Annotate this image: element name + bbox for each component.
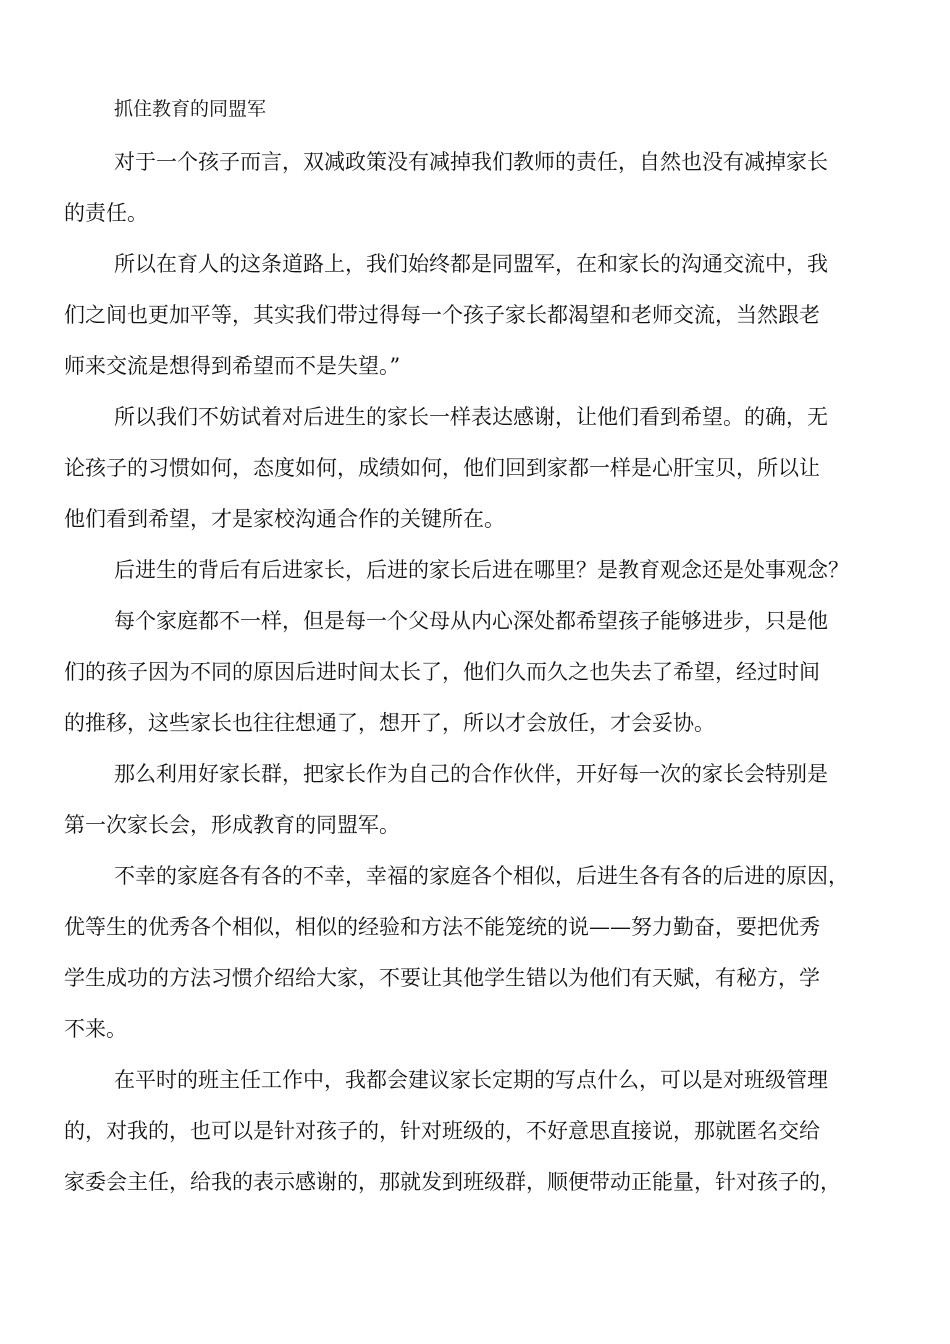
paragraph-line: 不幸的家庭各有各的不幸，幸福的家庭各个相似，后进生各有各的后进的原因， [114, 864, 849, 888]
paragraph-line: 第一次家长会，形成教育的同盟军。 [64, 813, 400, 837]
paragraph-line: 他们看到希望，才是家校沟通合作的关键所在。 [64, 507, 505, 531]
paragraph-line: 论孩子的习惯如何，态度如何，成绩如何，他们回到家都一样是心肝宝贝，所以让 [64, 456, 820, 480]
paragraph-line: 每个家庭都不一样，但是每一个父母从内心深处都希望孩子能够进步，只是他 [114, 609, 828, 633]
paragraph-line: 后进生的背后有后进家长，后进的家长后进在哪里？是教育观念还是处事观念？ [114, 558, 849, 582]
paragraph-line: 对于一个孩子而言，双减政策没有减掉我们教师的责任，自然也没有减掉家长 [114, 150, 828, 174]
paragraph-line: 们的孩子因为不同的原因后进时间太长了，他们久而久之也失去了希望，经过时间 [64, 660, 820, 684]
paragraph-line: 优等生的优秀各个相似，相似的经验和方法不能笼统的说——努力勤奋，要把优秀 [64, 915, 820, 939]
paragraph-line: 不来。 [64, 1017, 127, 1041]
paragraph-line: 所以我们不妨试着对后进生的家长一样表达感谢，让他们看到希望。的确，无 [114, 405, 828, 429]
paragraph-line: 学生成功的方法习惯介绍给大家，不要让其他学生错以为他们有天赋，有秘方，学 [64, 966, 820, 990]
paragraph-line: 的，对我的，也可以是针对孩子的，针对班级的，不好意思直接说，那就匿名交给 [64, 1119, 820, 1143]
paragraph-line: 所以在育人的这条道路上，我们始终都是同盟军，在和家长的沟通交流中，我 [114, 252, 828, 276]
paragraph-line: 的推移，这些家长也往往想通了，想开了，所以才会放任，才会妥协。 [64, 711, 715, 735]
paragraph-line: 家委会主任，给我的表示感谢的，那就发到班级群，顺便带动正能量，针对孩子的， [64, 1170, 841, 1194]
paragraph-line: 的责任。 [64, 201, 148, 225]
paragraph-line: 那么利用好家长群，把家长作为自己的合作伙伴，开好每一次的家长会特别是 [114, 762, 828, 786]
document-title: 抓住教育的同盟军 [114, 98, 267, 120]
paragraph-line: 们之间也更加平等，其实我们带过得每一个孩子家长都渴望和老师交流，当然跟老 [64, 303, 820, 327]
paragraph-line: 师来交流是想得到希望而不是失望。” [64, 354, 401, 378]
paragraph-line: 在平时的班主任工作中，我都会建议家长定期的写点什么，可以是对班级管理 [114, 1068, 828, 1092]
